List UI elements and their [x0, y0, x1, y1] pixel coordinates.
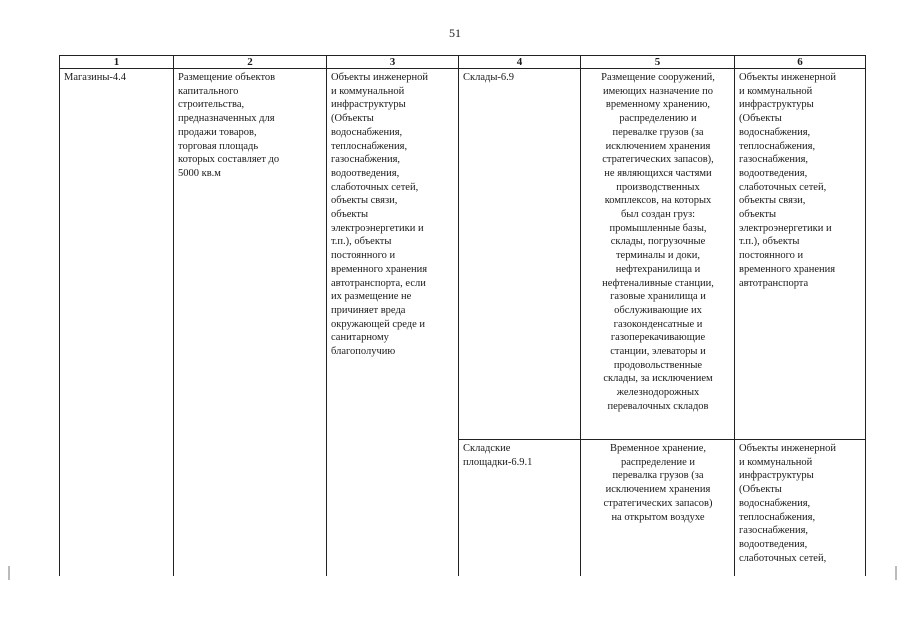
main-use-description-cell: Размещение объектов капитального строительства, предназначенных для продажи товаров, торговая площадь которых составляет до 5000 кв.м	[174, 69, 327, 577]
conditional-use-auxiliary-cell	[735, 440, 866, 577]
conditional-use-type-cell: Склады-6.9	[459, 69, 581, 440]
column-number: 3	[327, 56, 459, 69]
column-number: 2	[174, 56, 327, 69]
main-use-auxiliary-cell: Объекты инженерной и коммунальной инфраструктуры (Объекты водоснабжения, теплоснабжения, газоснабжения, водоотведения, слаботочных сетей, объекты связи, объекты электроэнергетики и т.п.), объекты постоянного и временного хранения автотранспорта, если их размещение не причиняет вреда окружающей среде и санитарному благополучию	[327, 69, 459, 577]
conditional-use-auxiliary-cell: Объекты инженерной и коммунальной инфраструктуры (Объекты водоснабжения, теплоснабжения, газоснабжения, водоотведения, слаботочных сетей, объекты связи, объекты электроэнергетики и т.п.), объекты постоянного и временного хранения автотранспорта	[735, 69, 866, 440]
column-number: 1	[60, 56, 174, 69]
conditional-use-type-cell: Складские площадки-6.9.1	[459, 440, 581, 577]
scan-edge-mark	[8, 566, 10, 580]
column-number-row	[60, 56, 866, 69]
column-number: 4	[459, 56, 581, 69]
table-row	[60, 69, 866, 440]
conditional-use-description-cell: Временное хранение, распределение и перевалка грузов (за исключением хранения стратегических запасов) на открытом воздухе	[581, 440, 735, 577]
main-use-type-cell: Магазины-4.4	[60, 69, 174, 577]
scan-edge-mark	[895, 566, 897, 580]
column-number: 5	[581, 56, 735, 69]
land-use-table	[59, 55, 866, 576]
column-number: 6	[735, 56, 866, 69]
cell-text: Объекты инженерной и коммунальной инфраструктуры (Объекты водоснабжения, теплоснабжения, газоснабжения, водоотведения, слаботочных сетей,	[739, 443, 837, 564]
page-number: 51	[449, 26, 461, 40]
conditional-use-description-cell: Размещение сооружений, имеющих назначение по временному хранению, распределению и перевалке грузов (за исключением хранения стратегических запасов), не являющихся частями производственных комплексов, на которых был создан груз: промышленные базы, склады, погрузочные терминалы и доки, нефтехранилища и нефтеналивные станции, газовые хранилища и обслуживающие их газоконденсатные и газоперекачивающие станции, элеваторы и продовольственные склады, за исключением железнодорожных перевалочных складов	[581, 69, 735, 440]
